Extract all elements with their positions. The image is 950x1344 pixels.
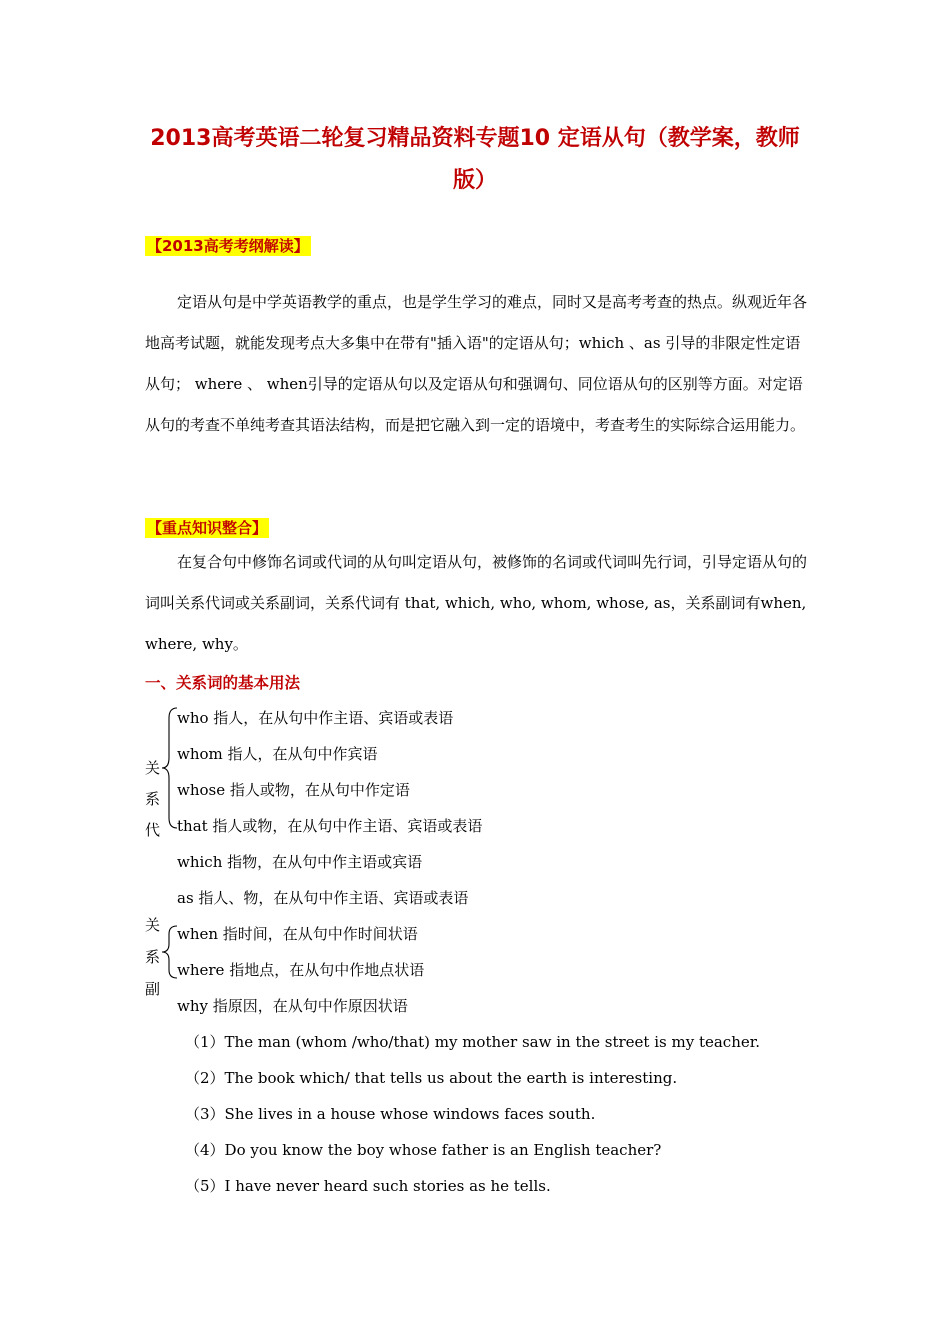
example-2: （2）The book which/ that tells us about the earth is interesting. [185, 1069, 678, 1087]
pronoun-label-3: 代 [145, 821, 161, 839]
example-3: （3）She lives in a house whose windows faces south. [185, 1105, 596, 1123]
adverb-label-2: 系 [145, 948, 161, 966]
relative-where: where 指地点，在从句中作地点状语 [177, 961, 425, 979]
relative-whom: whom 指人，在从句中作宾语 [177, 745, 378, 763]
section-heading-syllabus: 【2013高考考纲解读】 [147, 237, 309, 255]
page-title: 2013高考英语二轮复习精品资料专题10 定语从句（教学案，教师版） [150, 126, 800, 193]
relative-which: which 指物，在从句中作主语或宾语 [177, 853, 423, 871]
pronoun-label-2: 系 [145, 790, 161, 808]
subheading-relative-words: 一、关系词的基本用法 [145, 674, 301, 692]
knowledge-text: 在复合句中修饰名词或代词的从句叫定语从句，被修饰的名词或代词叫先行词，引导定语从句的词叫关系代词或关系副词，关系代词有 that, which, who, whom, whose, as，关系副词有when, where, why。 [145, 553, 808, 653]
syllabus-text: 定语从句是中学英语教学的重点，也是学生学习的难点，同时又是高考考查的热点。纵观近年各地高考试题，就能发现考点大多集中在带有"插入语"的定语从句；which 、as 引导的非限定性定语从句； where 、 when引导的定语从句以及定语从句和强调句、同位语从句的区别等方面。对定语从句的考查不单纯考查其语法结构，而是把它融入到一定的语境中，考查考生的实际综合运用能力。 [145, 293, 808, 434]
syllabus-paragraph [145, 282, 810, 446]
relative-when: when 指时间，在从句中作时间状语 [177, 925, 418, 943]
relative-as: as 指人、物，在从句中作主语、宾语或表语 [177, 889, 469, 907]
relative-whose: whose 指人或物，在从句中作定语 [177, 781, 410, 799]
relative-that: that 指人或物，在从句中作主语、宾语或表语 [177, 817, 483, 835]
example-5: （5）I have never heard such stories as he tells. [185, 1177, 551, 1195]
knowledge-paragraph [145, 542, 810, 665]
section-heading-knowledge: 【重点知识整合】 [147, 519, 268, 537]
pronoun-label-1: 关 [145, 759, 161, 777]
example-1: （1）The man (whom /who/that) my mother saw in the street is my teacher. [185, 1033, 761, 1051]
adverb-label-1: 关 [145, 916, 161, 934]
adverb-label-3: 副 [145, 980, 161, 998]
relative-who: who 指人，在从句中作主语、宾语或表语 [177, 709, 454, 727]
example-4: （4）Do you know the boy whose father is an English teacher? [185, 1141, 662, 1159]
relative-why: why 指原因，在从句中作原因状语 [177, 997, 408, 1015]
